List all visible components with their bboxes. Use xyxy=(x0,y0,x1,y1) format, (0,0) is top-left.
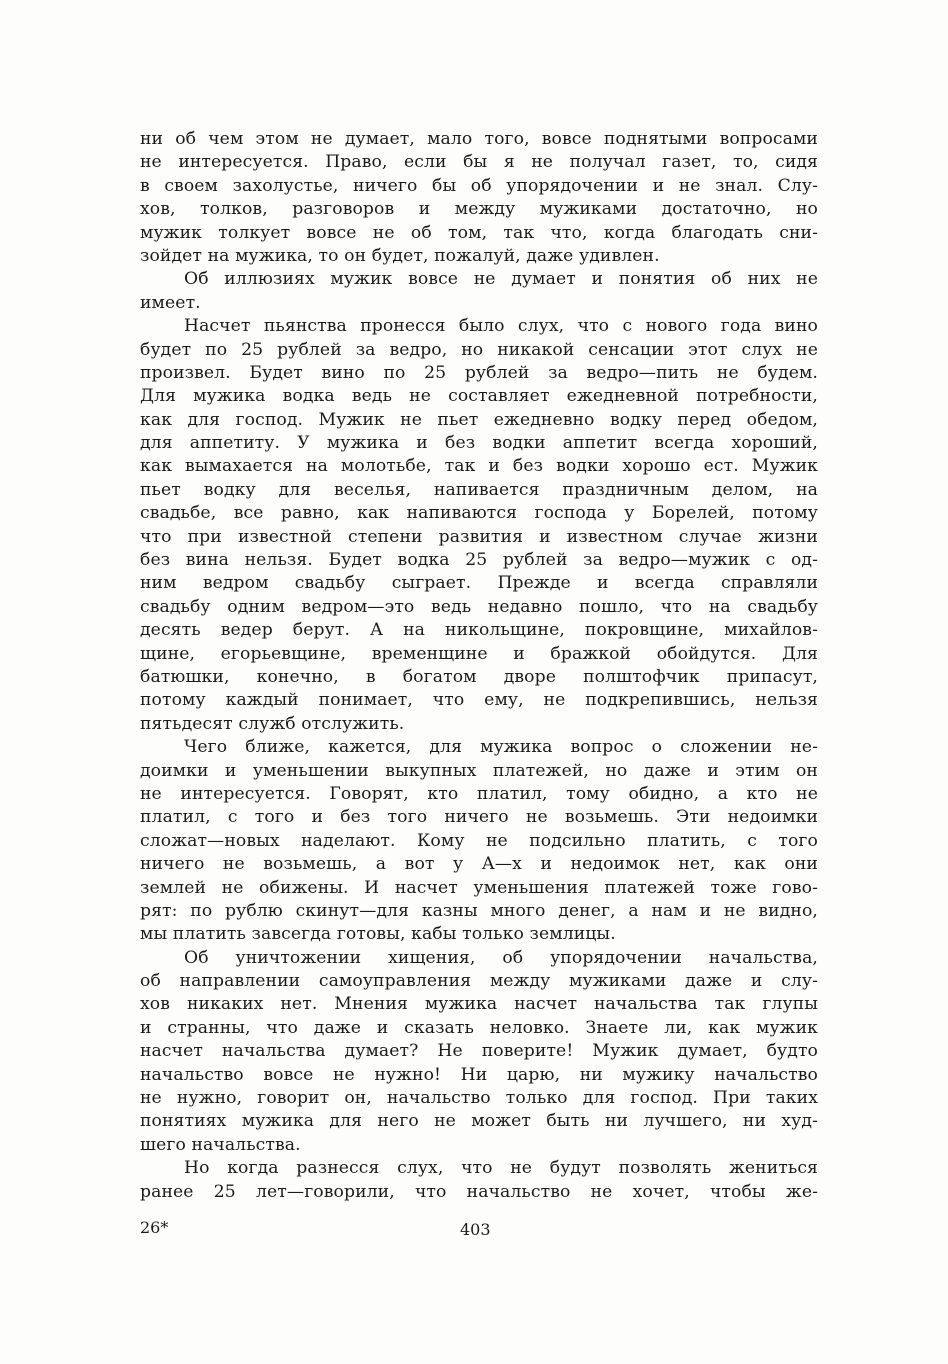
text-line: батюшки, конечно, в богатом дворе полштофчик припасут, xyxy=(140,666,818,687)
text-line: понятиях мужика для него не может быть ни лучшего, ни худ- xyxy=(140,1111,818,1132)
text-line: имеет. xyxy=(140,292,201,313)
text-line: платил, с того и без того ничего не возьмешь. Эти недоимки xyxy=(140,807,818,828)
text-line: как для господ. Мужик не пьет ежедневно водку перед обедом, xyxy=(140,409,818,430)
text-line: как вымахается на молотьбе, так и без водки хорошо ест. Мужик xyxy=(140,456,818,477)
text-line: что при известной степени развития и известном случае жизни xyxy=(140,526,818,547)
text-line: доимки и уменьшении выкупных платежей, но даже и этим он xyxy=(140,760,818,781)
text-line: мы платить завсегда готовы, кабы только землицы. xyxy=(140,924,616,945)
text-line: Об уничтожении хищения, об упорядочении начальства, xyxy=(184,947,818,968)
text-line: Для мужика водка ведь не составляет ежедневной потребности, xyxy=(140,386,818,407)
text-line: без вина нельзя. Будет водка 25 рублей за ведро—мужик с од- xyxy=(140,550,818,571)
text-line: Об иллюзиях мужик вовсе не думает и понятия об них не xyxy=(184,269,818,290)
text-line: сложат—новых наделают. Кому не подсильно платить, с того xyxy=(140,830,818,851)
page-number: 403 xyxy=(460,1220,491,1239)
text-line: хов никаких нет. Мнения мужика насчет начальства так глупы xyxy=(140,994,818,1015)
text-line: рят: по рублю скинут—для казны много денег, а нам и не видно, xyxy=(140,900,818,921)
text-line: ним ведром свадьбу сыграет. Прежде и всегда справляли xyxy=(140,573,818,594)
text-line: не интересуется. Говорят, кто платил, тому обидно, а кто не xyxy=(140,783,818,804)
text-line: Но когда разнесся слух, что не будут позволять жениться xyxy=(184,1158,818,1179)
text-line: не интересуется. Право, если бы я не получал газет, то, сидя xyxy=(140,152,818,173)
text-line: десять ведер берут. А на никольщине, покровщине, михайлов- xyxy=(140,620,818,641)
text-line: ни об чем этом не думает, мало того, вовсе поднятыми вопросами xyxy=(140,129,818,149)
body-text xyxy=(140,128,818,1204)
text-line: насчет начальства думает? Не поверите! Мужик думает, будто xyxy=(140,1041,818,1062)
text-line: в своем захолустье, ничего бы об упорядочении и не знал. Слу- xyxy=(140,175,818,196)
text-line: произвел. Будет вино по 25 рублей за ведро—пить не будем. xyxy=(140,362,818,383)
text-line: свадьбе, все равно, как напиваются господа у Борелей, потому xyxy=(140,503,818,524)
text-line: об направлении самоуправления между мужиками даже и слу- xyxy=(140,971,818,992)
text-line: начальство вовсе не нужно! Ни царю, ни мужику начальство xyxy=(140,1064,818,1085)
text-line: не нужно, говорит он, начальство только для господ. При таких xyxy=(140,1088,818,1109)
text-line: Чего ближе, кажется, для мужика вопрос о сложении не- xyxy=(184,737,818,758)
signature-mark: 26* xyxy=(140,1218,169,1237)
text-line: шего начальства. xyxy=(140,1134,301,1155)
text-line: будет по 25 рублей за ведро, но никакой сенсации этот слух не xyxy=(140,339,818,360)
text-line: ранее 25 лет—говорили, что начальство не хочет, чтобы же- xyxy=(140,1181,818,1202)
text-line: потому каждый понимает, что ему, не подкрепившись, нельзя xyxy=(140,690,818,711)
text-line: мужик толкует вовсе не об том, так что, когда благодать сни- xyxy=(140,222,818,243)
text-line: пьет водку для веселья, напивается праздничным делом, на xyxy=(140,479,818,500)
text-line: и странны, что даже и сказать неловко. Знаете ли, как мужик xyxy=(140,1017,818,1038)
text-line: для аппетиту. У мужика и без водки аппетит всегда хороший, xyxy=(140,433,818,454)
text-line: щине, егорьевщине, временщине и бражкой обойдутся. Для xyxy=(140,643,818,664)
text-line: зойдет на мужика, то он будет, пожалуй, даже удивлен. xyxy=(140,245,660,266)
text-line: Насчет пьянства пронесся было слух, что с нового года вино xyxy=(184,316,818,337)
text-line: пятьдесят служб отслужить. xyxy=(140,713,405,734)
text-line: хов, толков, разговоров и между мужиками достаточно, но xyxy=(140,199,818,220)
text-line: свадьбу одним ведром—это ведь недавно пошло, что на свадьбу xyxy=(140,596,818,617)
text-line: ничего не возьмешь, а вот у А—х и недоимок нет, как они xyxy=(140,854,818,875)
text-line: землей не обижены. И насчет уменьшения платежей тоже гово- xyxy=(140,877,818,898)
page-footer xyxy=(0,1218,948,1242)
